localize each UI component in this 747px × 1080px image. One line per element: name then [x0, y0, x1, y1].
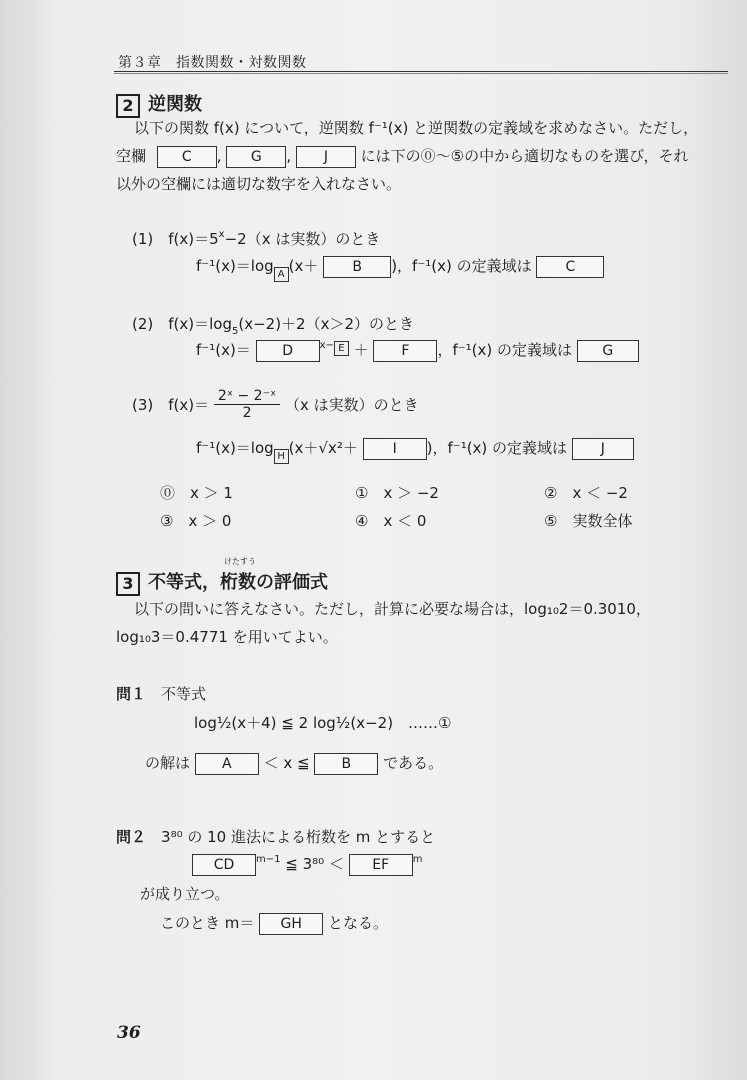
- blank-J: J: [296, 146, 356, 168]
- chapter-header: 第３章 指数関数・対数関数: [118, 55, 307, 71]
- section-3-number: 3: [116, 572, 140, 596]
- problem-2-statement: [132, 313, 414, 337]
- q2-label: 問２: [116, 828, 147, 846]
- blank-C-2: C: [536, 256, 604, 278]
- blank-B: B: [323, 256, 391, 278]
- header-rule-secondary: [114, 73, 728, 74]
- q2-line2: が成り立つ。: [140, 885, 230, 903]
- problem-2-inverse: [196, 339, 639, 362]
- choice-2: ② x ＜ −2: [544, 484, 628, 502]
- p3-denominator: 2: [242, 405, 252, 421]
- intro-choice-text: には下の⓪〜⑤の中から適切なものを選び，それ: [360, 147, 689, 165]
- p1-text-c: −2（x は実数）のとき: [224, 230, 381, 248]
- q2-line3-prefix: このとき m＝: [160, 914, 255, 932]
- p2-domain-text: ，f⁻¹(x) の定義域は: [437, 341, 573, 359]
- q1-label: 問１: [116, 685, 147, 703]
- p2-base: 5: [231, 326, 239, 337]
- p1-paren: (x＋: [288, 257, 319, 275]
- p3-text-a: (3) f(x)＝: [132, 396, 210, 414]
- p1-log: f⁻¹(x)＝log: [196, 257, 274, 275]
- choice-4: ④ x ＜ 0: [355, 512, 427, 530]
- blank-H: H: [274, 449, 289, 464]
- q2-blank-EF: EF: [349, 854, 413, 876]
- blank-D: D: [256, 340, 320, 362]
- q2-text: 3⁸⁰ の 10 進法による桁数を m とすると: [161, 828, 436, 846]
- q1-blank-B: B: [314, 753, 378, 775]
- section-2-number: 2: [116, 94, 140, 118]
- blank-C: C: [157, 146, 217, 168]
- q1-answer-suffix: である。: [383, 754, 444, 772]
- section-2-intro-line1: 以下の関数 f(x) について，逆関数 f⁻¹(x) と逆関数の定義域を求めなさい。ただし，: [134, 119, 699, 137]
- q2-inequality: [192, 853, 422, 876]
- blank-F: F: [373, 340, 437, 362]
- question-2-heading: [116, 826, 435, 847]
- choice-0: ⓪ x ＞ 1: [160, 484, 233, 502]
- q2-middle: ≦ 3⁸⁰ ＜: [285, 855, 344, 873]
- p1-exponent: x: [218, 229, 225, 240]
- q1-answer-prefix: の解は: [145, 754, 191, 772]
- p2-exp: x−: [319, 340, 334, 351]
- section-2-title: 逆関数: [148, 94, 202, 115]
- p2-text-a: (2) f(x)＝log: [132, 315, 232, 333]
- p3-domain-text: )，f⁻¹(x) の定義域は: [426, 439, 568, 457]
- section-3-intro-line2: log₁₀3＝0.4771 を用いてよい。: [116, 628, 338, 646]
- blank-A: A: [274, 267, 289, 282]
- header-rule: [114, 71, 728, 72]
- q1-blank-A: A: [195, 753, 259, 775]
- problem-3-statement: [132, 388, 419, 421]
- p2-text-c: (x−2)＋2（x＞2）のとき: [238, 315, 415, 333]
- section-3-intro-line1: 以下の問いに答えなさい。ただし，計算に必要な場合は，log₁₀2＝0.3010，: [134, 600, 651, 618]
- section-3-title: 不等式，桁数の評価式: [148, 572, 328, 593]
- page-number: 36: [117, 1023, 141, 1043]
- q1-inequality: log½(x＋4) ≦ 2 log½(x−2) ……①: [194, 714, 452, 732]
- p3-text-c: （x は実数）のとき: [284, 396, 419, 414]
- problem-3-inverse: [196, 437, 634, 464]
- blank-I: I: [363, 438, 427, 460]
- q1-answer-line: [145, 752, 443, 775]
- q2-line3: [160, 912, 388, 935]
- section-2-intro-line3: 以外の空欄には適切な数字を入れなさい。: [116, 175, 402, 193]
- section-3-ruby: けたすう: [224, 557, 256, 566]
- blank-G: G: [226, 146, 286, 168]
- p2-lhs: f⁻¹(x)＝: [196, 341, 251, 359]
- q2-blank-GH: GH: [259, 913, 323, 935]
- p3-numerator: 2ˣ − 2⁻ˣ: [214, 388, 280, 405]
- choice-3: ③ x ＞ 0: [160, 512, 232, 530]
- problem-1-statement: [132, 228, 380, 249]
- intro-blank-label: 空欄: [116, 147, 147, 165]
- section-2-heading: [116, 90, 202, 118]
- section-2-intro-line2: 空欄 C , G , J には下の⓪〜⑤の中から適切なものを選び，それ: [116, 145, 689, 168]
- choice-5: ⑤ 実数全体: [544, 512, 633, 530]
- p3-paren: (x＋√x²＋: [288, 439, 358, 457]
- q2-exp-m-minus-1: m−1: [256, 854, 281, 865]
- q2-exp-m: m: [412, 854, 423, 865]
- q1-text: 不等式: [161, 685, 207, 703]
- blank-J-2: J: [572, 438, 634, 460]
- section-3-heading: [116, 568, 328, 596]
- p3-fraction: [214, 388, 280, 421]
- question-1-heading: [116, 683, 206, 704]
- p1-domain-text: )，f⁻¹(x) の定義域は: [391, 257, 532, 275]
- p3-log: f⁻¹(x)＝log: [196, 439, 274, 457]
- choice-1: ① x ＞ −2: [355, 484, 439, 502]
- q2-blank-CD: CD: [192, 854, 256, 876]
- problem-1-inverse: [196, 255, 604, 282]
- p1-text-a: (1) f(x)＝5: [132, 230, 219, 248]
- blank-G-2: G: [577, 340, 639, 362]
- q2-line3-suffix: となる。: [327, 914, 388, 932]
- q1-inequality-sign: ＜ x ≦: [263, 754, 310, 772]
- blank-E: E: [334, 341, 349, 356]
- p2-plus: ＋: [353, 341, 369, 359]
